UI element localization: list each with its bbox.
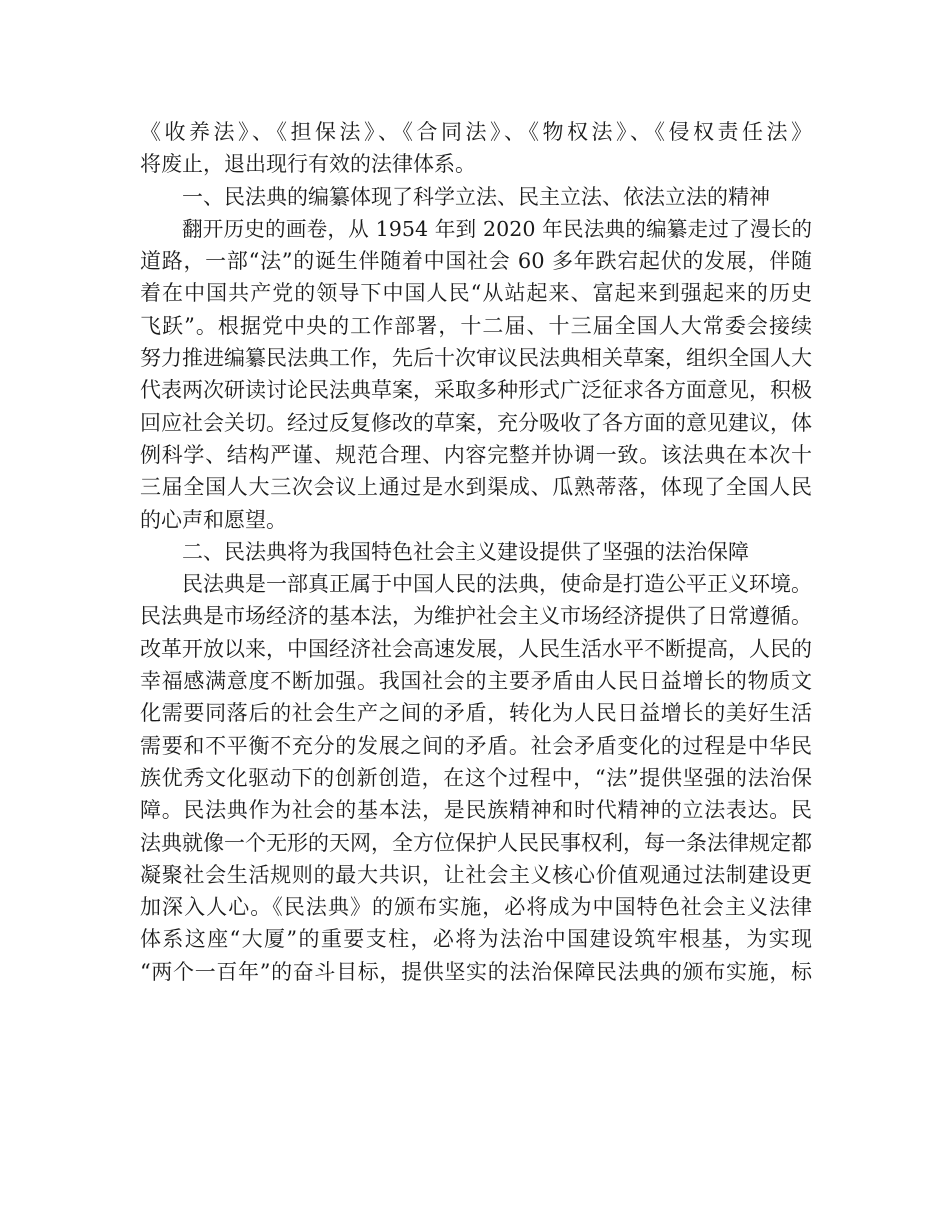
text-line: 的心声和愿望。 [140,507,287,532]
document-body [140,116,812,988]
text-line: 二、民法典将为我国特色社会主义建设提供了坚强的法治保障 [182,539,749,564]
text-line: 体系这座“大厦”的重要支柱，必将为法治中国建设筑牢根基，为实现 [140,927,812,952]
text-line: 一、民法典的编纂体现了科学立法、民主立法、依法立法的精神 [182,184,770,209]
text-line: 族优秀文化驱动下的创新创造，在这个过程中，“法”提供坚强的法治保 [140,765,812,790]
text-line: 回应社会关切。经过反复修改的草案，充分吸收了各方面的意见建议，体 [140,410,812,435]
text-line: 化需要同落后的社会生产之间的矛盾，转化为人民日益增长的美好生活 [140,701,812,726]
text-line: 例科学、结构严谨、规范合理、内容完整并协调一致。该法典在本次十 [140,442,812,467]
text-line: 障。民法典作为社会的基本法，是民族精神和时代精神的立法表达。民 [140,798,812,823]
text-line: 凝聚社会生活规则的最大共识，让社会主义核心价值观通过法制建设更 [140,862,812,887]
text-line: 改革开放以来，中国经济社会高速发展，人民生活水平不断提高，人民的 [140,636,812,661]
text-line: 三届全国人大三次会议上通过是水到渠成、瓜熟蒂落，体现了全国人民 [140,475,812,500]
text-line: 民法典是一部真正属于中国人民的法典，使命是打造公平正义环境。 [182,572,812,597]
text-line: 法典就像一个无形的天网，全方位保护人民民事权利，每一条法律规定都 [140,830,812,855]
text-line: 代表两次研读讨论民法典草案，采取多种形式广泛征求各方面意见，积极 [140,378,812,403]
text-line: 道路，一部“法”的诞生伴随着中国社会 60 多年跌宕起伏的发展，伴随 [140,249,812,274]
text-line: 努力推进编纂民法典工作，先后十次审议民法典相关草案，组织全国人大 [140,346,812,371]
text-line: 需要和不平衡不充分的发展之间的矛盾。社会矛盾变化的过程是中华民 [140,733,812,758]
text-line: 着在中国共产党的领导下中国人民“从站起来、富起来到强起来的历史 [140,281,812,306]
text-line: 加深入人心。《民法典》的颁布实施，必将成为中国特色社会主义法律 [140,895,812,920]
text-line: 翻开历史的画卷，从 1954 年到 2020 年民法典的编纂走过了漫长的 [182,216,812,241]
text-line: 幸福感满意度不断加强。我国社会的主要矛盾由人民日益增长的物质文 [140,669,812,694]
text-line: 《收养法》、《担保法》、《合同法》、《物权法》、《侵权责任法》 [140,120,812,144]
text-line: 民法典是市场经济的基本法，为维护社会主义市场经济提供了日常遵循。 [140,604,812,629]
text-line: “两个一百年”的奋斗目标，提供坚实的法治保障民法典的颁布实施，标 [140,959,812,984]
text-line: 将废止，退出现行有效的法律体系。 [140,152,476,177]
text-line: 飞跃”。根据党中央的工作部署，十二届、十三届全国人大常委会接续 [140,313,812,338]
